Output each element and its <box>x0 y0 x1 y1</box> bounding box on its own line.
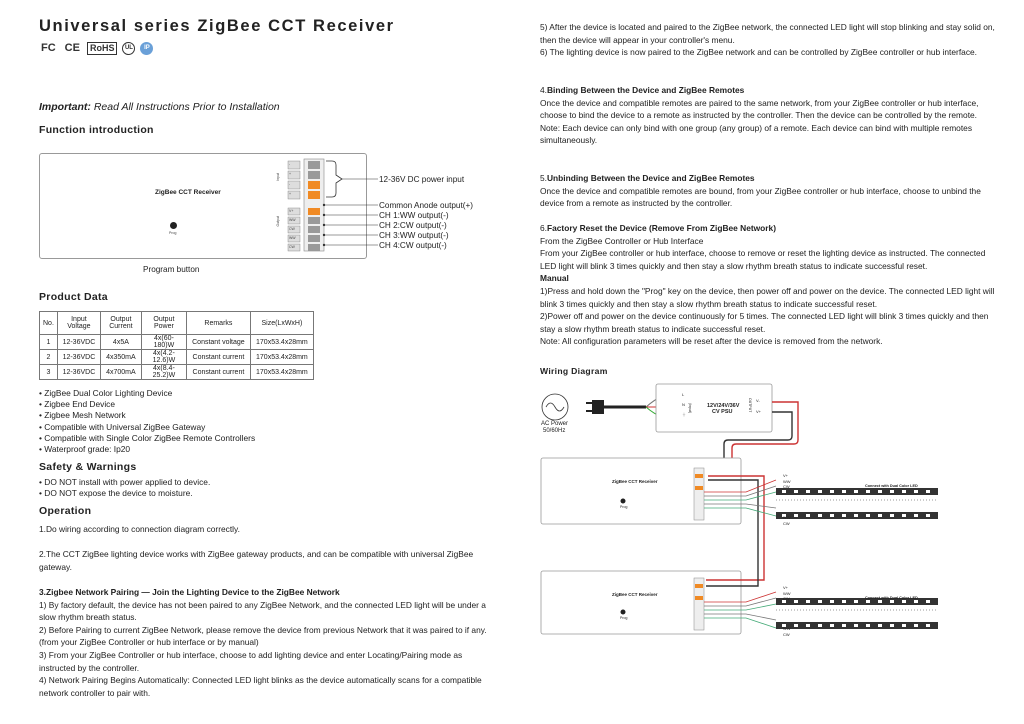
ac-frequency-label: 50/60Hz <box>543 428 566 434</box>
reset-manual-2: 2)Power off and power on the device continuously for 5 times. The connected LED light will blink 3 times quickly and then stay a slow rhythm breath status to indicate successful reset. <box>540 311 989 334</box>
page-title: Universal series ZigBee CCT Receiver <box>39 17 395 35</box>
safety-heading: Safety & Warnings <box>39 461 137 473</box>
table-cell: 4x350mA <box>100 350 141 365</box>
callout-ch1: CH 1:WW output(-) <box>379 211 449 220</box>
pin-label: WW <box>783 590 791 596</box>
reset-body1: From your ZigBee controller or hub interface, choose to remove or reset the lighting device as instructed. The connected LED light will blink 3 times quickly and then stay a slow rhythm breath status to indicate successful reset. <box>540 248 986 271</box>
table-cell: Constant current <box>186 365 250 380</box>
pin-label: CW <box>783 596 790 601</box>
strip-1-bottom-pins <box>783 515 791 526</box>
reset-note: Note: All configuration parameters will be reset after the device is removed from the network. <box>540 336 883 347</box>
terminal-label-1: - <box>289 162 291 166</box>
list-item: • DO NOT expose the device to moisture. <box>39 488 210 499</box>
terminal-label-8: WW <box>289 236 296 240</box>
col-remarks: Remarks <box>186 312 250 335</box>
unbinding-title: Unbinding Between the Device and ZigBee Remotes <box>547 173 755 183</box>
pin-label: CW <box>783 520 790 526</box>
unbinding-section <box>540 172 998 210</box>
wiring-heading: Wiring Diagram <box>540 366 608 376</box>
product-data-heading: Product Data <box>39 291 108 303</box>
callout-program-button: Program button <box>143 265 200 274</box>
ac-power-label: AC Power <box>541 421 569 427</box>
table-cell: 12-36VDC <box>57 335 100 350</box>
important-text: Read All Instructions Prior to Installation <box>93 101 280 113</box>
table-cell: 170x53.4x28mm <box>250 350 313 365</box>
pairing-continued <box>540 21 998 59</box>
callout-common-anode: Common Anode output(+) <box>379 201 473 210</box>
strip-2-label: Connect with Dual Color LED <box>865 596 918 600</box>
fcc-logo: FC <box>41 42 56 54</box>
table-cell: 4x(4.2-12.6)W <box>141 350 186 365</box>
table-cell: 170x53.4x28mm <box>250 365 313 380</box>
operation-p2: 2.The CCT ZigBee lighting device works with ZigBee gateway products, and can be compatible with universal ZigBee gateway. <box>39 549 474 572</box>
prog-small-label: Prog <box>169 231 177 235</box>
terminal-label-5: V+ <box>289 209 294 213</box>
pairing-section <box>39 586 499 699</box>
col-input-voltage: Input Voltage <box>57 312 100 335</box>
pin-label: CW <box>783 631 790 637</box>
psu-terminal-l: L <box>682 392 685 397</box>
pin-label: V+ <box>783 585 789 590</box>
table-cell: Constant voltage <box>186 335 250 350</box>
program-button <box>170 222 177 229</box>
callout-ch4: CH 4:CW output(-) <box>379 241 447 250</box>
psu-terminal-ground: ⏚ <box>682 412 686 417</box>
reset-title: Factory Reset the Device (Remove From ZigBee Network) <box>547 223 776 233</box>
product-data-table <box>39 311 314 380</box>
binding-prefix: 4. <box>540 85 547 95</box>
rohs-logo: RoHS <box>87 42 118 55</box>
pairing-step-5: 5) After the device is located and paired to the ZigBee network, the connected LED light will stop blinking and stay solid on, then the device will appear in your controller's menu. <box>540 22 995 45</box>
pairing-step-6: 6) The lighting device is now paired to the ZigBee network and can be controlled by ZigBee controller or hub interface. <box>540 47 977 58</box>
table-cell: 4x5A <box>100 335 141 350</box>
binding-note: Note: Each device can only bind with one group (any group) of a remote. Each device can bind with multiple remotes simultaneously. <box>540 122 973 146</box>
terminal-label-4: + <box>289 192 292 196</box>
psu-type-label: CV PSU <box>712 409 733 415</box>
psu-terminal-n: N <box>682 402 685 407</box>
terminal-label-3: - <box>289 182 291 186</box>
reset-manual-1: 1)Press and hold down the "Prog" key on the device, then power off and power on the device. The connected LED light will blink 3 times quickly and then stay a slow rhythm breath status to indicate successful reset. <box>540 285 995 309</box>
table-row <box>40 335 314 350</box>
important-notice <box>39 101 280 113</box>
reset-manual-heading: Manual <box>540 273 569 284</box>
pairing-step-3: 3) From your ZigBee Controller or hub interface, choose to add lighting device and enter Locating/Pairing mode as instructed by the controller. <box>39 649 463 673</box>
table-cell: 4x(8.4-25.2)W <box>141 365 186 380</box>
callout-ch2: CH 2:CW output(-) <box>379 221 447 230</box>
pin-label: WW <box>783 626 791 631</box>
list-item: • Waterproof grade: Ip20 <box>39 444 255 455</box>
table-cell: 1 <box>40 335 58 350</box>
col-size: Size(LxWxH) <box>250 312 313 335</box>
input-small-label: Input <box>276 173 280 181</box>
callout-power-input: 12-36V DC power input <box>379 175 465 184</box>
callout-ch3: CH 3:WW output(-) <box>379 231 449 240</box>
important-label: Important: <box>39 101 91 113</box>
strip-2-bottom-pins <box>783 626 791 637</box>
col-no: No. <box>40 312 58 335</box>
pairing-title: Zigbee Network Pairing — Join the Lighting Device to the ZigBee Network <box>46 587 340 597</box>
terminal-label-6: WW <box>289 218 296 222</box>
receiver-2-prog: Prog <box>620 616 628 620</box>
output-small-label: Output <box>276 216 280 227</box>
table-cell: 12-36VDC <box>57 350 100 365</box>
table-cell: 3 <box>40 365 58 380</box>
pairing-prefix: 3. <box>39 587 46 597</box>
ce-logo: CE <box>64 42 80 54</box>
psu-terminal-vminus: V- <box>756 398 760 403</box>
list-item: • ZigBee Dual Color Lighting Device <box>39 388 255 399</box>
terminal-label-7: CW <box>289 227 295 231</box>
certification-logos <box>39 42 153 55</box>
pin-label: WW <box>783 478 791 484</box>
binding-section <box>540 84 998 147</box>
receiver-1-prog: Prog <box>620 505 628 509</box>
col-output-power: Output Power <box>141 312 186 335</box>
reset-sub1: From the ZigBee Controller or Hub Interface <box>540 235 704 246</box>
table-cell: 4x(60-180)W <box>141 335 186 350</box>
feature-list <box>39 388 255 455</box>
list-item: • Zigbee Mesh Network <box>39 410 255 421</box>
pin-label: CW <box>783 484 790 489</box>
reset-section <box>540 222 998 348</box>
col-output-current: Output Current <box>100 312 141 335</box>
table-header-row <box>40 312 314 335</box>
receiver-1-label: ZigBee CCT Receiver <box>612 479 658 484</box>
list-item: • Compatible with Single Color ZigBee Remote Controllers <box>39 433 255 444</box>
psu-terminal-vplus: V+ <box>756 409 762 414</box>
binding-title: Binding Between the Device and ZigBee Remotes <box>547 85 745 95</box>
strip-2-top-pins <box>783 585 791 602</box>
pin-label: WW <box>783 515 791 520</box>
strip-1-top-pins <box>783 473 791 490</box>
psu-voltage-label: 12V/24V/36V <box>707 403 740 409</box>
pairing-step-1: 1) By factory default, the device has not been paired to any ZigBee Network, and the connected LED light will be under a slow rhythm breath status. <box>39 599 486 623</box>
ip-logo: IP <box>140 42 153 55</box>
binding-body: Once the device and compatible remotes are paired to the same network, from your ZigBee controller or hub interface, choose to bind the device to a remote as instructed by the controller. Then the device can be controlled by the remote. <box>540 97 979 121</box>
operation-p1: 1.Do wiring according to connection diagram correctly. <box>39 524 240 534</box>
pin-label: V+ <box>783 473 789 478</box>
list-item: • Zigbee End Device <box>39 399 255 410</box>
unbinding-body: Once the device and compatible remotes are bound, from your ZigBee controller or hub interface, choose to unbind the device from a remote as instructed by the controller. <box>540 185 981 209</box>
psu-input-label: (Input) <box>688 403 692 414</box>
function-heading: Function introduction <box>39 124 154 136</box>
ul-logo: UL <box>122 42 135 55</box>
terminal-label-9: CW <box>289 245 295 249</box>
psu-output-label: OUTPUT <box>748 398 752 413</box>
safety-list <box>39 477 210 499</box>
receiver-label: ZigBee CCT Receiver <box>155 189 221 196</box>
unbinding-prefix: 5. <box>540 173 547 183</box>
pairing-step-2: 2) Before Pairing to current ZigBee Network, please remove the device from previous Network that it was paired to if any. (from your ZigBee Controller or hub interface or by manual) <box>39 624 487 648</box>
receiver-2-label: ZigBee CCT Receiver <box>612 592 658 597</box>
operation-heading: Operation <box>39 505 92 517</box>
reset-prefix: 6. <box>540 223 547 233</box>
table-cell: 12-36VDC <box>57 365 100 380</box>
pairing-step-4: 4) Network Pairing Begins Automatically: Connected LED light blinks as the device automatically scans for a compatible network controller to pair with. <box>39 675 482 698</box>
strip-1-label: Connect with Dual Color LED <box>865 484 918 488</box>
table-cell: 4x700mA <box>100 365 141 380</box>
table-cell: 170x53.4x28mm <box>250 335 313 350</box>
list-item: • Compatible with Universal ZigBee Gateway <box>39 422 255 433</box>
table-cell: 2 <box>40 350 58 365</box>
wiring-diagram <box>536 380 956 640</box>
list-item: • DO NOT install with power applied to device. <box>39 477 210 488</box>
table-cell: Constant current <box>186 350 250 365</box>
terminal-label-2: + <box>289 172 292 176</box>
table-row <box>40 350 314 365</box>
table-row <box>40 365 314 380</box>
